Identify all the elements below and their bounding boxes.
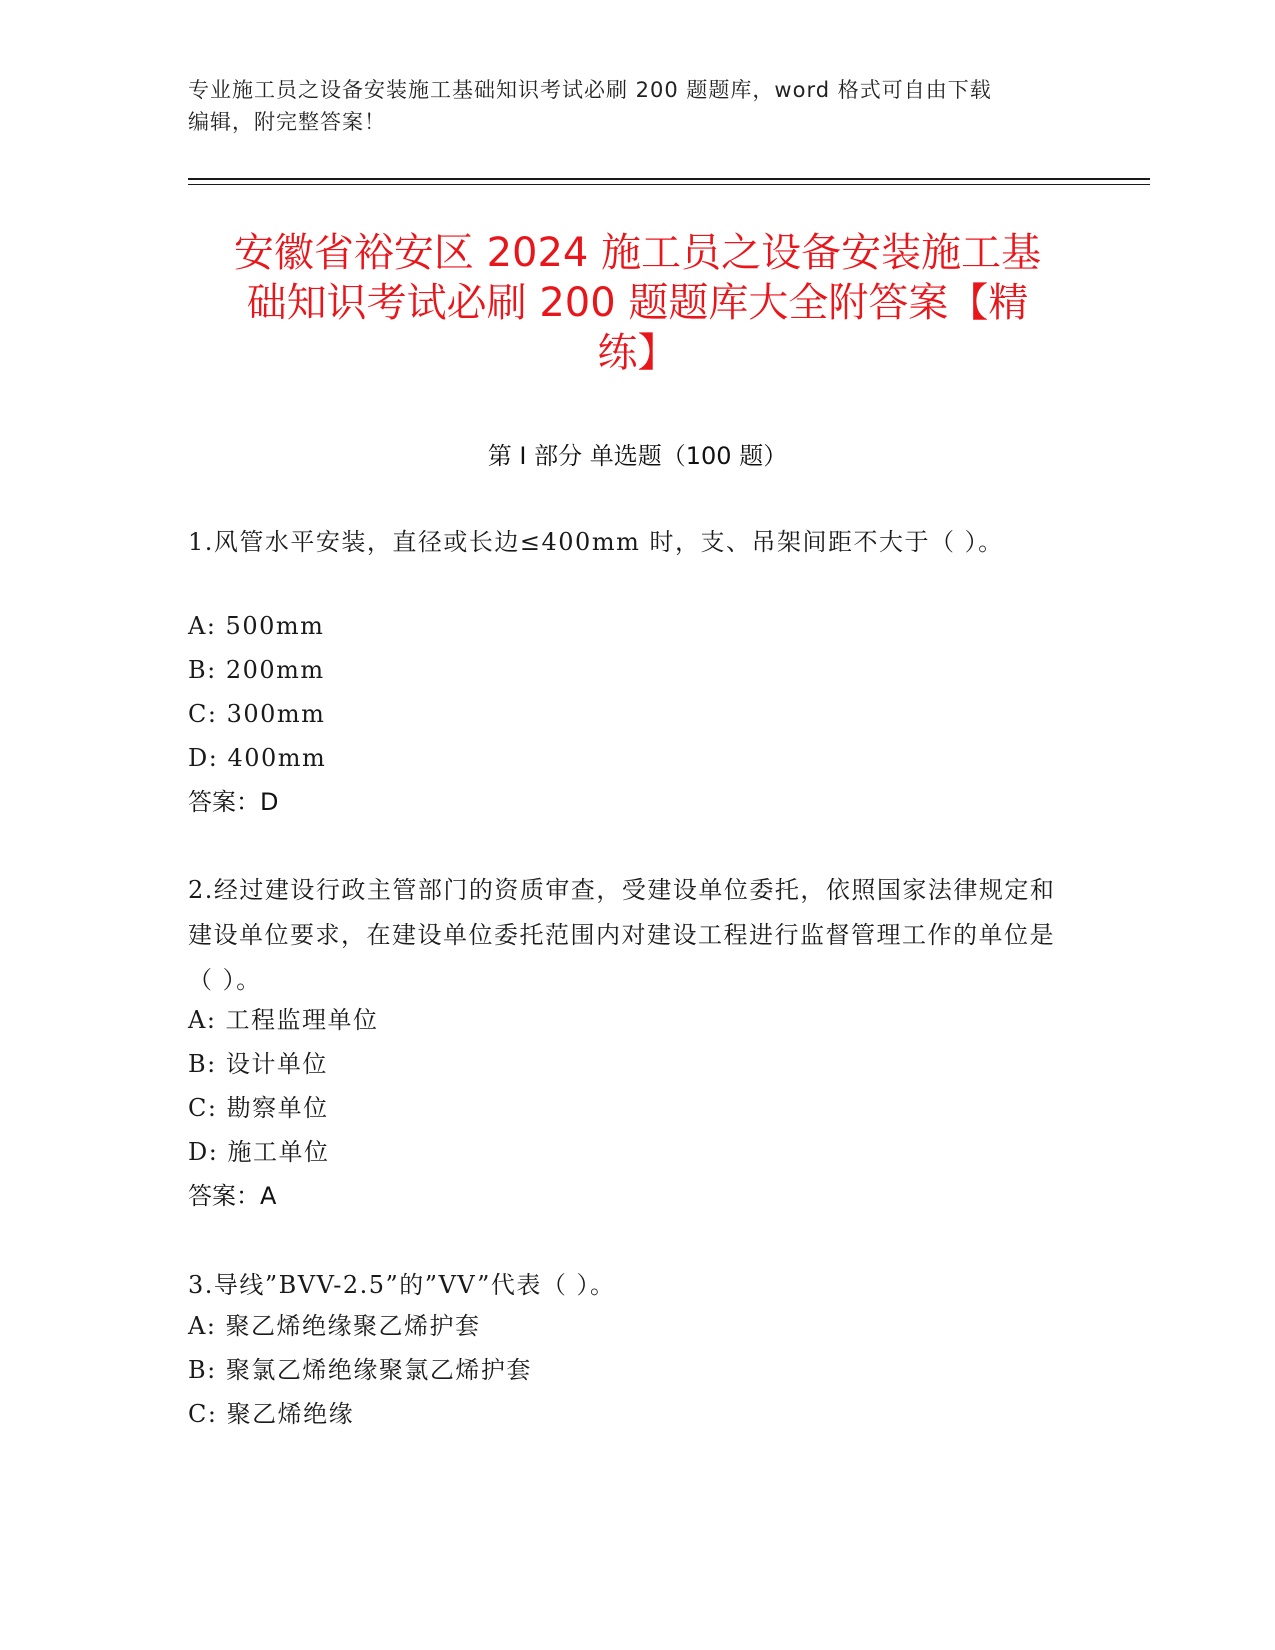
header-divider-thick <box>188 178 1150 180</box>
question-1-option-d: D: 400mm <box>188 744 327 772</box>
question-2-option-d: D: 施工单位 <box>188 1138 330 1166</box>
question-3-option-a: A: 聚乙烯绝缘聚乙烯护套 <box>188 1312 481 1340</box>
question-2-answer: 答案：A <box>188 1182 277 1210</box>
header-note <box>188 74 1088 138</box>
document-title-line-3: 练】 <box>597 330 678 376</box>
document-title-line-2: 础知识考试必刷 200 题题库大全附答案【精 <box>246 280 1029 326</box>
question-1-option-c: C: 300mm <box>188 700 326 728</box>
question-2-option-b: B: 设计单位 <box>188 1050 328 1078</box>
header-note-line-1: 专业施工员之设备安装施工基础知识考试必刷 200 题题库，word 格式可自由下载 <box>188 78 992 102</box>
question-1-stem: 1.风管水平安装，直径或长边≤400mm 时，支、吊架间距不大于（ ）。 <box>188 528 1004 556</box>
section-heading: 第 I 部分 单选题（100 题） <box>487 442 788 470</box>
question-3-stem: 3.导线”BVV-2.5”的”VV”代表（ ）。 <box>188 1271 616 1299</box>
question-3-option-b: B: 聚氯乙烯绝缘聚氯乙烯护套 <box>188 1356 532 1384</box>
question-2-option-c: C: 勘察单位 <box>188 1094 329 1122</box>
header-divider-thin <box>188 184 1150 185</box>
header-note-line-2: 编辑，附完整答案！ <box>188 110 386 134</box>
question-3-option-c: C: 聚乙烯绝缘 <box>188 1400 355 1428</box>
question-1-option-b: B: 200mm <box>188 656 325 684</box>
document-title-line-1: 安徽省裕安区 2024 施工员之设备安装施工基 <box>233 230 1042 276</box>
question-1-option-a: A: 500mm <box>188 612 325 640</box>
document-title <box>170 228 1105 378</box>
question-2-stem: 2.经过建设行政主管部门的资质审查，受建设单位委托，依照国家法律规定和建设单位要求，在建设单位委托范围内对建设工程进行监督管理工作的单位是（ ）。 <box>188 876 1056 994</box>
question-1-answer: 答案：D <box>188 788 279 816</box>
question-2-option-a: A: 工程监理单位 <box>188 1006 379 1034</box>
